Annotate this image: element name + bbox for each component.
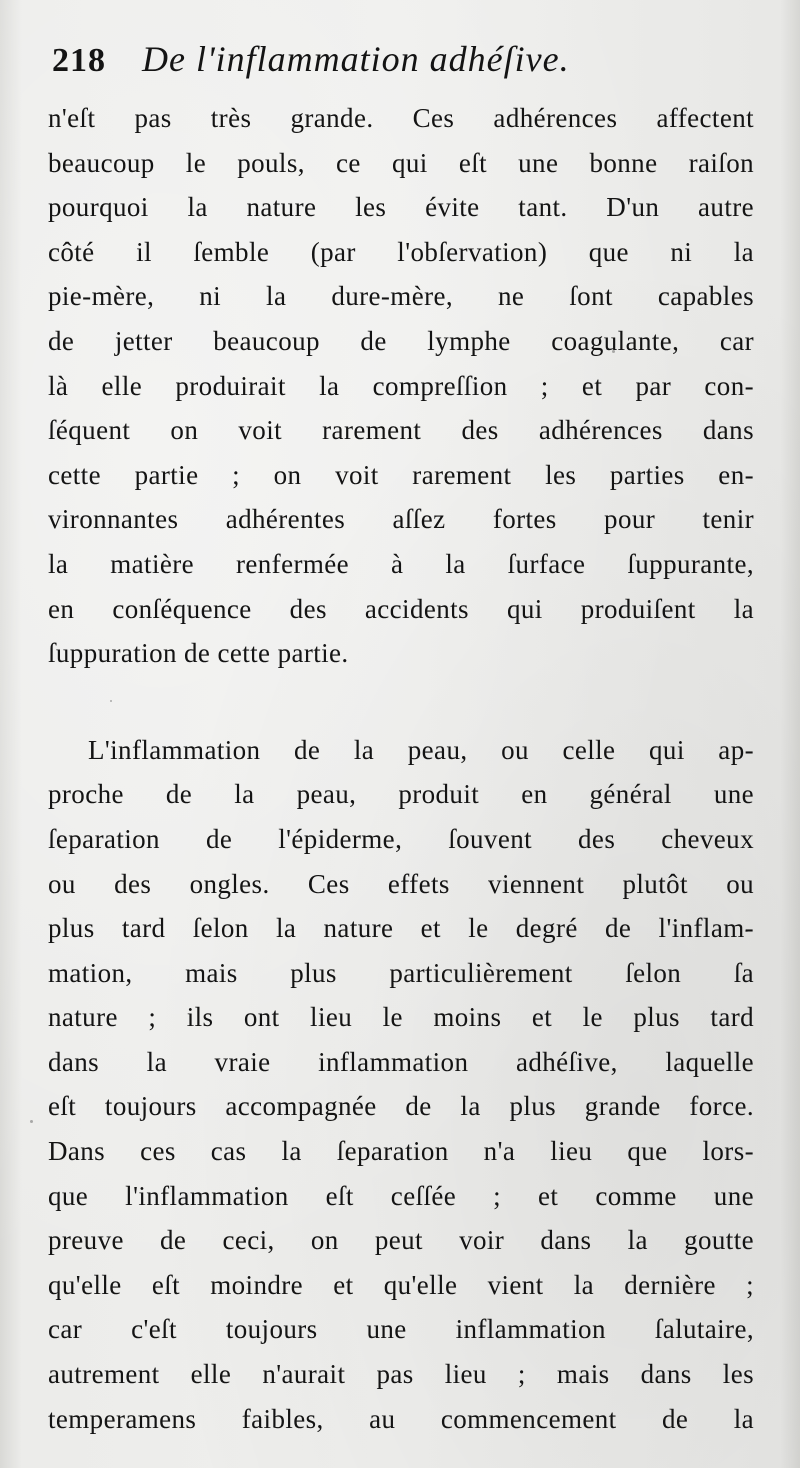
paragraph-2: [48, 728, 754, 1442]
text-line: ſeparation de l'épiderme, ſouvent des cheveux: [48, 823, 754, 854]
paragraph-1: [48, 96, 754, 676]
text-line: ſuppuration de cette partie.: [48, 638, 349, 669]
text-line: cette partie ; on voit rarement les parties en-: [48, 459, 754, 490]
text-line: côté il ſemble (par l'obſervation) que ni la: [48, 236, 754, 267]
text-line: la matière renfermée à la ſurface ſuppurante,: [48, 548, 754, 579]
text-line: vironnantes adhérentes aſſez fortes pour tenir: [48, 504, 754, 535]
text-line: eſt toujours accompagnée de la plus grande force.: [48, 1091, 754, 1122]
text-line: ou des ongles. Ces effets viennent plutôt ou: [48, 868, 754, 899]
text-line: car c'eſt toujours une inflammation ſalutaire,: [48, 1314, 754, 1345]
text-line: L'inflammation de la peau, ou celle qui ap-: [88, 734, 754, 765]
text-line: mation, mais plus particulièrement ſelon ſa: [48, 957, 754, 988]
paragraph-break: [48, 676, 754, 728]
paper-speck: [30, 1120, 33, 1123]
text-line: de jetter beaucoup de lymphe coagulante, car: [48, 325, 754, 356]
text-line: qu'elle eſt moindre et qu'elle vient la dernière ;: [48, 1269, 754, 1300]
text-line: preuve de ceci, on peut voir dans la goutte: [48, 1225, 754, 1256]
text-line: que l'inflammation eſt ceſſée ; et comme une: [48, 1180, 754, 1211]
text-line: ſéquent on voit rarement des adhérences dans: [48, 415, 754, 446]
text-line: autrement elle n'aurait pas lieu ; mais dans les: [48, 1359, 754, 1390]
text-line: n'eſt pas très grande. Ces adhérences affectent: [48, 103, 754, 133]
text-line: beaucoup le pouls, ce qui eſt une bonne raiſon: [48, 147, 754, 178]
text-line: dans la vraie inflammation adhéſive, laquelle: [48, 1046, 754, 1077]
text-line: là elle produirait la compreſſion ; et par con-: [48, 370, 754, 401]
text-line: temperamens faibles, au commencement de la: [48, 1403, 754, 1434]
text-line: pie-mère, ni la dure-mère, ne ſont capables: [48, 281, 754, 312]
text-line: plus tard ſelon la nature et le degré de l'inflam-: [48, 913, 754, 944]
text-line: en conſéquence des accidents qui produiſent la: [48, 593, 754, 624]
page-number: 218: [52, 42, 106, 79]
running-title: De l'inflammation adhéſive.: [142, 39, 570, 79]
text-line: Dans ces cas la ſeparation n'a lieu que lors-: [48, 1136, 754, 1167]
text-line: pourquoi la nature les évite tant. D'un autre: [48, 192, 754, 223]
text-line: nature ; ils ont lieu le moins et le plus tard: [48, 1002, 754, 1033]
body-text: [48, 96, 754, 1441]
text-line: proche de la peau, produit en général une: [48, 779, 754, 810]
page-header: [52, 38, 762, 96]
